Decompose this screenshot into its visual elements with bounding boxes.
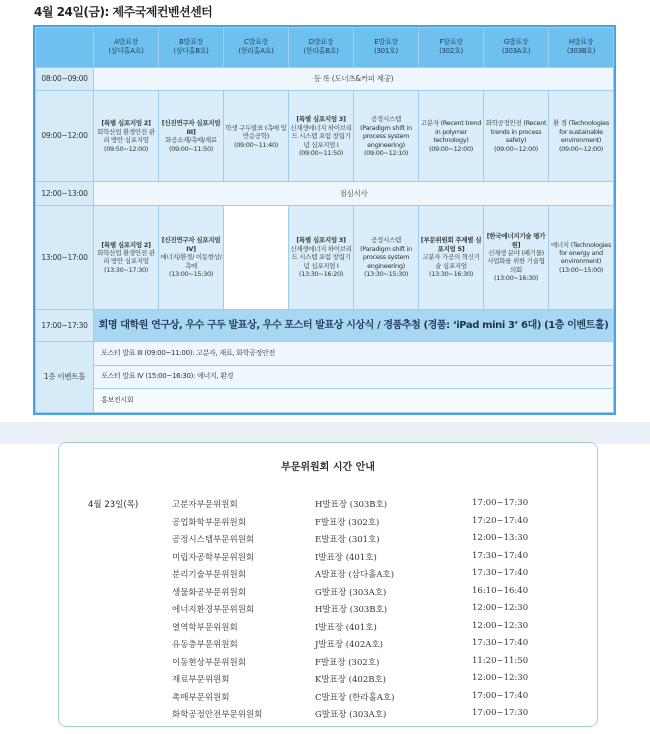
committee-room: H발표장 (303B호): [315, 605, 388, 615]
committee-room: K발표장 (402B호): [315, 675, 386, 685]
session-cell: 공정시스템 (Paradigm shift in process system engineering) (09:00~12:10): [354, 91, 419, 182]
room-header: D발표장 (한라홀B호): [289, 28, 354, 68]
room-header: B발표장 (삼다홀B호): [159, 28, 224, 68]
committee-time: 17:30~17:40: [472, 638, 529, 648]
room-header: H발표장 (303B호): [549, 28, 614, 68]
committee-room: E발표장 (301호): [315, 535, 380, 545]
committee-row: [59, 656, 597, 674]
session-cell: 환 경 (Technologies for sustainable environment) (09:00~12:00): [549, 91, 614, 182]
committee-room: H발표장 (303B호): [315, 500, 388, 510]
committee-row: [59, 586, 597, 604]
registration-row: [36, 67, 614, 91]
committee-time: 16:10~16:40: [472, 585, 529, 596]
lunch-cell: 점심식사: [94, 182, 614, 206]
committee-name: 재료부문위원회: [172, 675, 230, 685]
afternoon-row: [36, 205, 614, 309]
committee-row: [59, 516, 597, 534]
session-cell: 고분자 (Recent trend in polymer technology) (09:00~12:00): [419, 91, 484, 182]
morning-row: [36, 91, 614, 182]
committee-room: F발표장 (302호): [315, 517, 380, 528]
committee-row: [59, 708, 597, 726]
session-cell: [특별 심포지엄 2] 화학산업 환경안전 관리 방안 심포지엄 (13:30~17:30): [94, 205, 159, 309]
committee-name: 고분자부문위원회: [172, 500, 238, 510]
room-header: F발표장 (302호): [419, 28, 484, 68]
committee-time: 12:00~12:30: [472, 603, 529, 613]
event-hall-row: [36, 389, 614, 413]
empty-cell: [224, 205, 289, 309]
session-cell: [특별 심포지엄 3] 신재생에너지 하이브리드 시스템 포럼 창립기념 심포지엄 I (09:00~11:50): [289, 91, 354, 182]
committee-name: 이동현상부문위원회: [172, 657, 246, 668]
committee-row: [59, 603, 597, 621]
session-cell: [부문위원회 주제별 심포지엄 5] 고분자 가공의 혁신기술 심포지엄 (13:30~16:30): [419, 205, 484, 309]
committee-name: 촉매부문위원회: [172, 692, 230, 703]
session-cell: 화학공정안전 (Recent trends in process safety) (09:00~12:00): [484, 91, 549, 182]
committee-row: [59, 568, 597, 586]
award-row: [36, 309, 614, 341]
header-corner: [36, 28, 94, 68]
committee-row: [59, 533, 597, 551]
committee-name: 유동층부문위원회: [172, 640, 238, 650]
committee-time: 17:00~17:30: [472, 498, 529, 508]
time-label: 13:00~17:00: [36, 205, 94, 309]
committee-name: 에너지환경부문위원회: [172, 605, 255, 615]
schedule-table: [33, 25, 616, 415]
committee-time: 17:00~17:30: [472, 708, 529, 718]
committee-name: 공정시스템부문위원회: [172, 535, 255, 545]
committee-room: F발표장 (302호): [315, 657, 380, 668]
committee-row: [59, 673, 597, 691]
committee-time: 17:00~17:40: [472, 690, 529, 701]
lunch-row: [36, 182, 614, 206]
time-label: 17:00~17:30: [36, 309, 94, 341]
committee-date: 4월 23일(목): [88, 500, 139, 510]
committee-time: 17:20~17:40: [472, 515, 529, 526]
time-label: 09:00~12:00: [36, 91, 94, 182]
registration-cell: 등 록 (도너츠&커피 제공): [94, 67, 614, 91]
committee-room: G발표장 (303A호): [315, 710, 387, 720]
room-header-row: [36, 28, 614, 68]
committee-room: J발표장 (402A호): [315, 640, 383, 650]
event-hall-label: 1층 이벤트홀: [36, 342, 94, 413]
committee-row: [59, 691, 597, 709]
committee-name: 분리기술부문위원회: [172, 570, 246, 580]
committee-row: [59, 638, 597, 656]
committee-title: 부문위원회 시간 안내: [281, 462, 375, 473]
committee-time: 17:30~17:40: [472, 568, 529, 578]
room-header: G발표장 (303A호): [484, 28, 549, 68]
committee-row: [59, 498, 597, 516]
session-cell: [신진연구자 심포지엄 IV] 에너지/환경/ 이동현상/촉매 (13:00~15:30): [159, 205, 224, 309]
event-hall-row: [36, 365, 614, 389]
committee-time: 12:00~12:30: [472, 620, 529, 631]
time-label: 08:00~09:00: [36, 67, 94, 91]
session-cell: [한국에너지기술 평가원] 신재생 분야 (폐기물) 사업화를 위한 기술협의회 (13:00~16:30): [484, 205, 549, 309]
committee-name: 생물화공부문위원회: [172, 587, 246, 598]
committee-room: I발표장 (401호): [315, 622, 377, 633]
session-cell: [특별 심포지엄 2] 화학산업 환경안전 관리 방안 심포지엄 (09:50~12:00): [94, 91, 159, 182]
exhibition: 홍보전시회: [94, 389, 614, 413]
committee-schedule-box: [58, 442, 598, 727]
session-cell: 에너지 (Technologies for energy and environment) (13:00~15:00): [549, 205, 614, 309]
session-cell: 공정시스템 (Paradigm shift in process system engineering) (13:30~15:30): [354, 205, 419, 309]
committee-time: 17:30~17:40: [472, 550, 529, 561]
committee-row: [59, 621, 597, 639]
session-cell: 학생 구두발표 (촉매 및 반응공학) (09:00~11:40): [224, 91, 289, 182]
award-ceremony-cell: 회명 대학원 연구상, 우수 구두 발표상, 우수 포스터 발표상 시상식 / 경품추첨 (경품: ‘iPad mini 3’ 6대) (1층 이벤트홀): [94, 309, 614, 341]
session-cell: [신진연구자 심포지엄 III] 화공소재/촉매/재료 (09:00~11:50): [159, 91, 224, 182]
page-title: 4월 24일(금): 제주국제컨벤션센터: [34, 5, 213, 19]
committee-name: 열역학부문위원회: [172, 622, 238, 633]
committee-room: C발표장 (한라홀A호): [315, 692, 395, 703]
committee-room: A발표장 (삼다홀A호): [315, 570, 395, 580]
session-cell: [특별 심포지엄 3] 신재생에너지 하이브리드 시스템 포럼 창립기념 심포지엄 I (13:30~16:20): [289, 205, 354, 309]
committee-room: G발표장 (303A호): [315, 587, 387, 598]
committee-name: 미립자공학부문위원회: [172, 552, 255, 563]
event-hall-row: [36, 342, 614, 366]
committee-time: 11:20~11:50: [472, 655, 529, 666]
poster-session-4: 포스터 발표 IV (15:00~16:30): 에너지, 환경: [94, 365, 614, 389]
room-header: A발표장 (삼다홀A호): [94, 28, 159, 68]
committee-time: 12:00~13:30: [472, 533, 529, 543]
room-header: C발표장 (한라홀A호): [224, 28, 289, 68]
section-divider: [0, 422, 650, 444]
room-header: E발표장 (301호): [354, 28, 419, 68]
committee-time: 12:00~12:30: [472, 673, 529, 683]
time-label: 12:00~13:00: [36, 182, 94, 206]
committee-name: 공업화학부문위원회: [172, 517, 246, 528]
committee-name: 화학공정안전부문위원회: [172, 710, 263, 720]
poster-session-3: 포스터 발표 III (09:00~11:00): 고분자, 재료, 화학공정안전: [94, 342, 614, 366]
committee-room: I발표장 (401호): [315, 552, 377, 563]
committee-row: [59, 551, 597, 569]
